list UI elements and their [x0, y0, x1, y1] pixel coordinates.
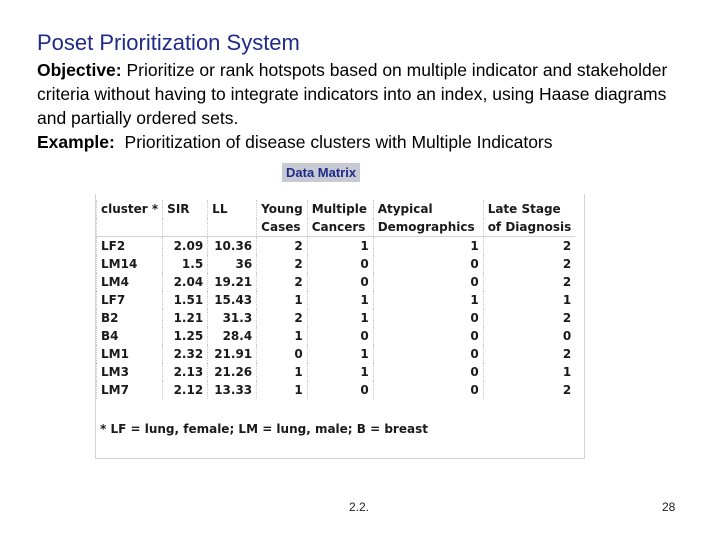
table-cell: 0: [307, 327, 373, 345]
table-cell: 2: [483, 309, 575, 327]
cluster-id-cell: LM3: [97, 363, 163, 381]
table-cell: 2: [483, 255, 575, 273]
table-row: [97, 273, 576, 291]
table-cell: 1: [483, 363, 575, 381]
table-cell: 1: [257, 381, 308, 399]
table-cell: 13.33: [208, 381, 257, 399]
header-cell: Atypical: [373, 200, 483, 218]
data-matrix-table: [95, 194, 585, 459]
table-cell: 36: [208, 255, 257, 273]
table-cell: 21.26: [208, 363, 257, 381]
table-cell: 0: [373, 345, 483, 363]
header-cell: [208, 218, 257, 237]
header-cell: [163, 218, 208, 237]
cluster-id-cell: LF7: [97, 291, 163, 309]
header-cell: of Diagnosis: [483, 218, 575, 237]
table-cell: 1: [257, 363, 308, 381]
cluster-id-cell: B2: [97, 309, 163, 327]
table-cell: 0: [373, 255, 483, 273]
table-cell: 0: [307, 381, 373, 399]
header-cell: cluster *: [97, 200, 163, 218]
example-label: Example:: [37, 132, 115, 152]
table-cell: 2: [257, 309, 308, 327]
table-cell: 0: [373, 273, 483, 291]
header-cell: [97, 218, 163, 237]
table-cell: 0: [373, 381, 483, 399]
header-row-2: [97, 218, 576, 237]
table-cell: 2: [257, 237, 308, 256]
cluster-id-cell: LM1: [97, 345, 163, 363]
cluster-id-cell: LM7: [97, 381, 163, 399]
table-cell: 1: [307, 345, 373, 363]
table-cell: 1: [483, 291, 575, 309]
table-cell: 1: [257, 327, 308, 345]
table-cell: 28.4: [208, 327, 257, 345]
header-cell: Cancers: [307, 218, 373, 237]
cluster-id-cell: LF2: [97, 237, 163, 256]
table-cell: 0: [257, 345, 308, 363]
header-row-1: [97, 200, 576, 218]
table-cell: 1.21: [163, 309, 208, 327]
table-cell: 0: [373, 327, 483, 345]
table-row: [97, 237, 576, 256]
header-cell: Demographics: [373, 218, 483, 237]
table-cell: 0: [373, 363, 483, 381]
slide-title: Poset Prioritization System: [37, 30, 300, 55]
matrix-footnote: * LF = lung, female; LM = lung, male; B = breast: [100, 422, 428, 436]
table-cell: 2.13: [163, 363, 208, 381]
objective-label: Objective:: [37, 60, 122, 80]
table-cell: 2: [483, 273, 575, 291]
table-row: [97, 363, 576, 381]
objective-paragraph: [37, 58, 697, 130]
data-matrix-title: Data Matrix: [282, 163, 360, 182]
table-cell: 15.43: [208, 291, 257, 309]
footer-page-number: 28: [662, 500, 676, 514]
table-row: [97, 309, 576, 327]
table-cell: 31.3: [208, 309, 257, 327]
table-row: [97, 345, 576, 363]
table-cell: 2.09: [163, 237, 208, 256]
table-cell: 21.91: [208, 345, 257, 363]
table-cell: 0: [307, 255, 373, 273]
matrix-body: [97, 237, 576, 400]
table-cell: 2: [483, 381, 575, 399]
table-cell: 2: [483, 345, 575, 363]
cluster-id-cell: LM14: [97, 255, 163, 273]
table-cell: 2.12: [163, 381, 208, 399]
table-row: [97, 291, 576, 309]
table-cell: 2: [257, 255, 308, 273]
table-row: [97, 327, 576, 345]
cluster-id-cell: LM4: [97, 273, 163, 291]
table-cell: 0: [307, 273, 373, 291]
table-cell: 1: [373, 237, 483, 256]
table-cell: 1: [307, 237, 373, 256]
table-cell: 1: [307, 309, 373, 327]
table-cell: 1: [307, 363, 373, 381]
table-cell: 1: [373, 291, 483, 309]
header-cell: SIR: [163, 200, 208, 218]
table-cell: 2.04: [163, 273, 208, 291]
table-cell: 1: [307, 291, 373, 309]
footer-section-number: 2.2.: [349, 500, 370, 514]
table-cell: 2: [257, 273, 308, 291]
matrix-grid: [96, 200, 575, 399]
table-cell: 2: [483, 237, 575, 256]
slide-body: [37, 58, 697, 154]
table-cell: 0: [373, 309, 483, 327]
example-text: Prioritization of disease clusters with Multiple Indicators: [124, 132, 553, 152]
example-paragraph: [37, 130, 697, 154]
table-cell: 19.21: [208, 273, 257, 291]
header-cell: Multiple: [307, 200, 373, 218]
header-cell: Late Stage: [483, 200, 575, 218]
header-cell: Young: [257, 200, 308, 218]
header-cell: Cases: [257, 218, 308, 237]
header-cell: LL: [208, 200, 257, 218]
table-cell: 1: [257, 291, 308, 309]
table-cell: 1.51: [163, 291, 208, 309]
table-row: [97, 255, 576, 273]
table-cell: 1.25: [163, 327, 208, 345]
objective-text: Prioritize or rank hotspots based on multiple indicator and stakeholder criteria without having to integrate indicators into an index, using Haase diagrams and partially ordered sets.: [37, 60, 668, 128]
table-cell: 0: [483, 327, 575, 345]
cluster-id-cell: B4: [97, 327, 163, 345]
table-row: [97, 381, 576, 399]
table-cell: 1.5: [163, 255, 208, 273]
table-cell: 2.32: [163, 345, 208, 363]
table-cell: 10.36: [208, 237, 257, 256]
